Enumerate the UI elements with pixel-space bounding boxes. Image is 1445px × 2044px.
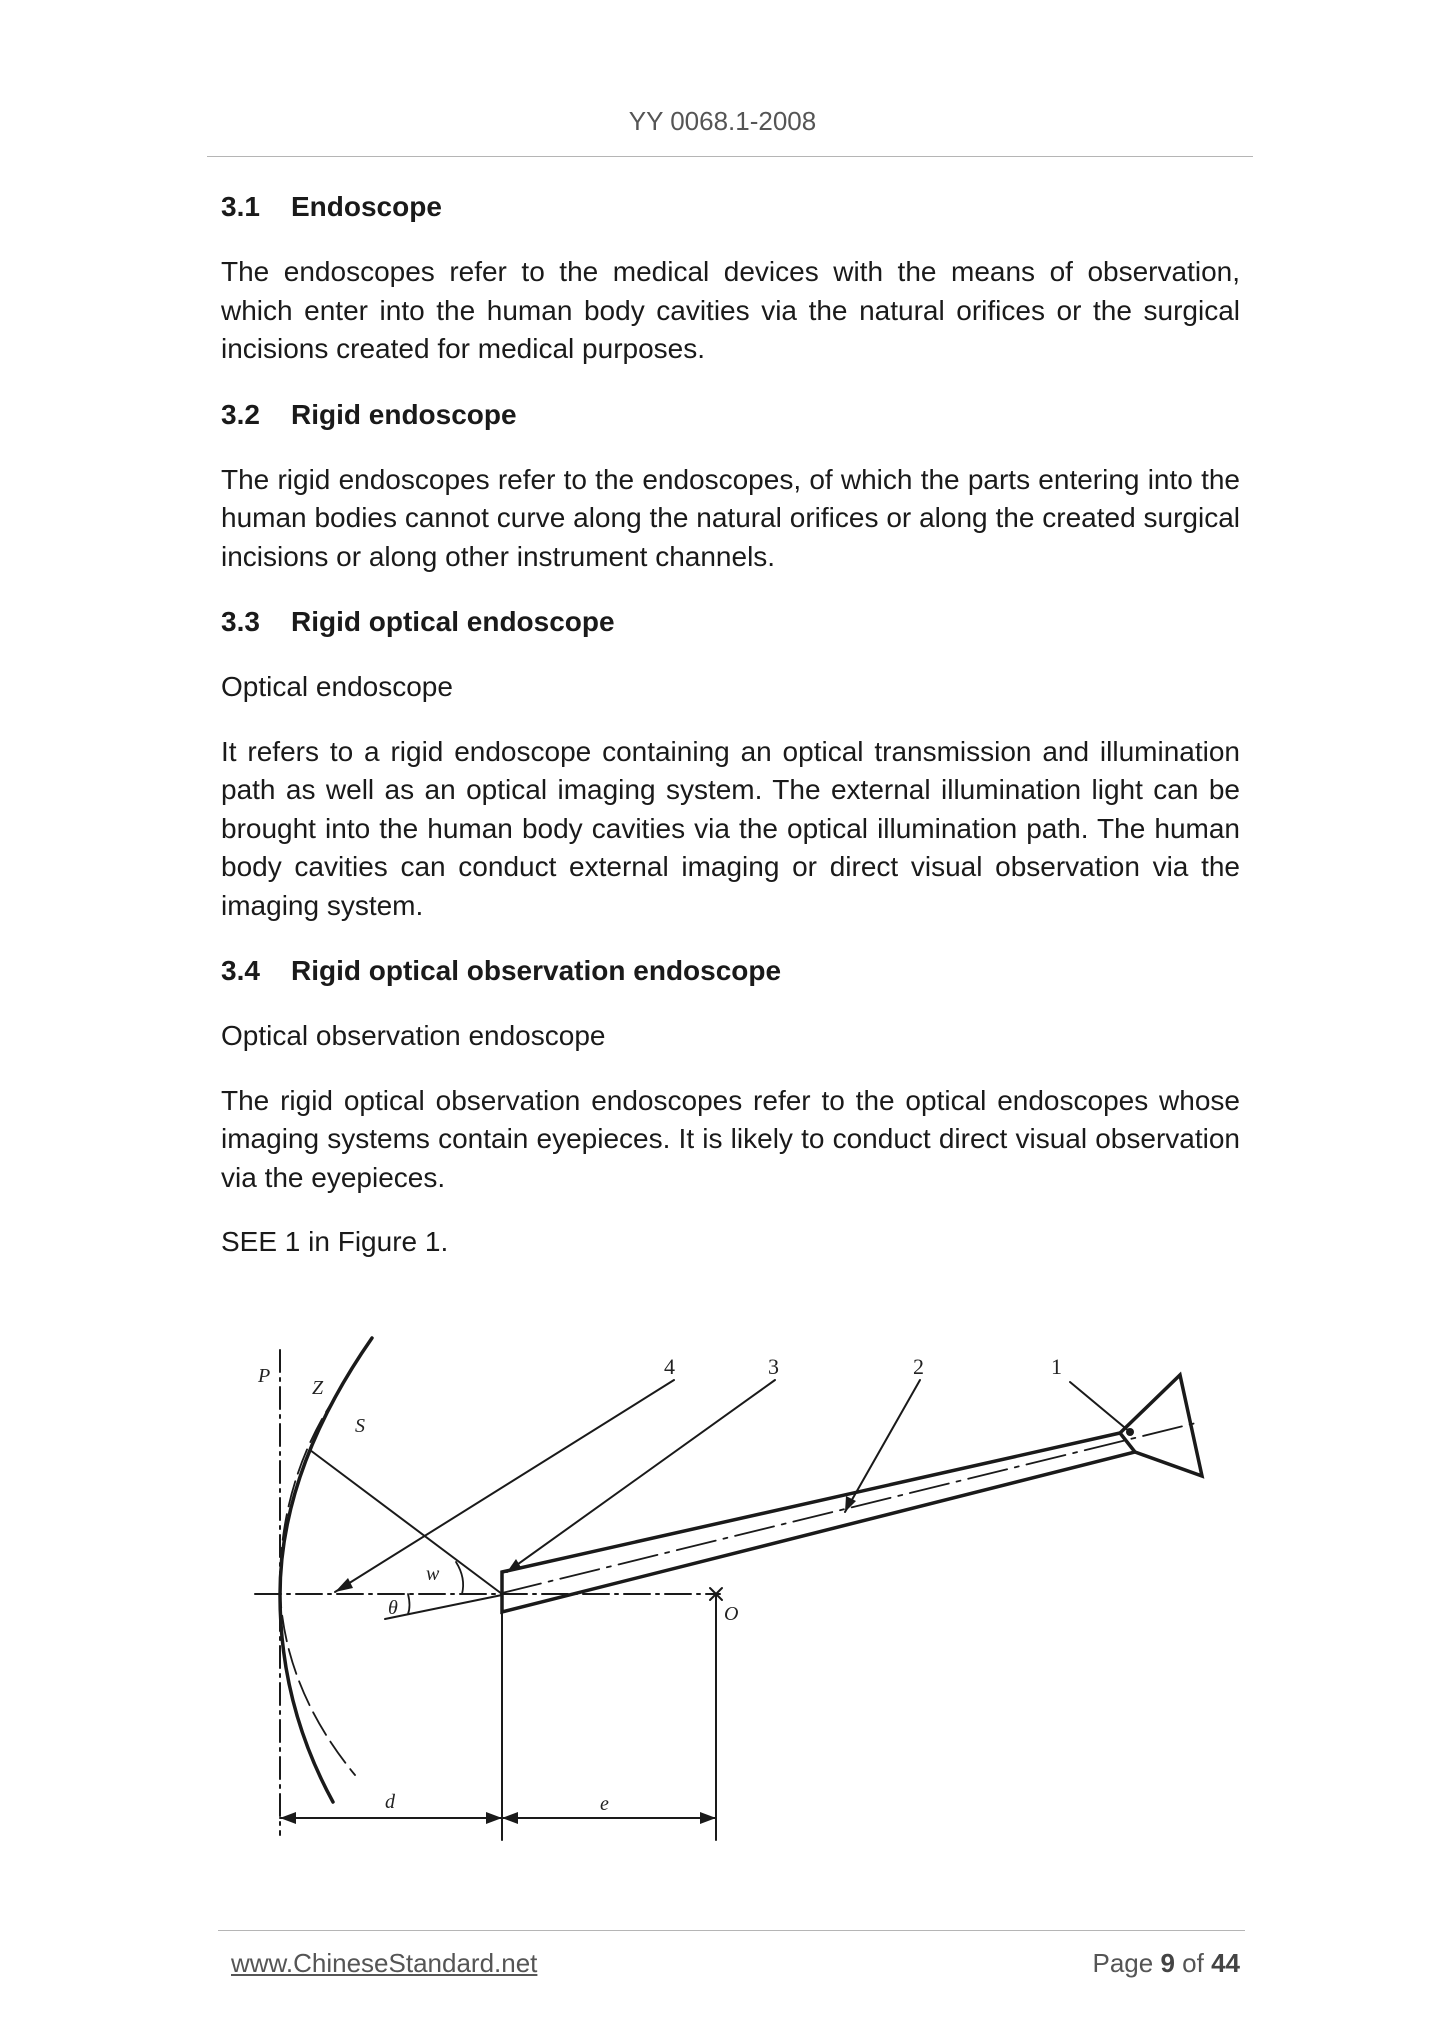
section-title: Rigid optical observation endoscope	[291, 955, 782, 986]
page-of: of	[1182, 1948, 1204, 1978]
page-indicator	[1092, 1948, 1240, 1979]
leader-line-2	[845, 1380, 920, 1512]
footer-divider	[218, 1930, 1245, 1931]
website-link[interactable]: www.ChineseStandard.net	[231, 1948, 538, 1978]
label-theta: θ	[388, 1597, 398, 1619]
dimension-arrow-d-left	[280, 1812, 296, 1824]
section-number: 3.1	[221, 191, 260, 222]
section-heading-3-1	[221, 187, 1240, 227]
callout-2: 2	[913, 1354, 924, 1379]
callout-3: 3	[768, 1354, 779, 1379]
arrowhead-2	[845, 1496, 856, 1512]
leader-dot-1	[1126, 1428, 1134, 1436]
object-surface-arc	[280, 1338, 372, 1802]
section-synonym: Optical observation endoscope	[221, 1020, 606, 1051]
ray-line	[310, 1450, 502, 1594]
section-number: 3.4	[221, 955, 260, 986]
leader-line-1	[1070, 1382, 1130, 1432]
angle-arc-theta	[408, 1594, 410, 1614]
section-synonym: Optical endoscope	[221, 671, 453, 702]
page-current: 9	[1160, 1948, 1175, 1978]
leader-line-4	[335, 1380, 674, 1592]
callout-4: 4	[664, 1354, 675, 1379]
sphere-arc-s	[280, 1390, 355, 1775]
figure-reference: SEE 1 in Figure 1.	[221, 1226, 449, 1257]
arrowhead-3	[507, 1559, 522, 1572]
label-z: Z	[312, 1377, 324, 1399]
section-title: Endoscope	[291, 191, 442, 222]
optical-axis	[502, 1422, 1200, 1593]
section-heading-3-4	[221, 951, 1240, 991]
header-divider	[207, 156, 1253, 157]
callout-1: 1	[1051, 1354, 1062, 1379]
angle-arc-w	[456, 1562, 463, 1594]
section-title: Rigid endoscope	[291, 398, 517, 430]
label-d: d	[385, 1791, 395, 1813]
section-paragraph: The rigid endoscopes refer to the endoscopes, of which the parts entering into the human bodies cannot curve along the natural orifices or along the created surgical incisions or along other instrument channels.	[221, 463, 1240, 572]
document-body	[221, 187, 1240, 1288]
section-heading-3-3	[221, 602, 1240, 642]
section-paragraph: It refers to a rigid endoscope containing an optical transmission and illumination path as well as an optical imaging system. The external illumination light can be brought into the human body cavities via the optical illumination path. The human body cavities can conduct external imaging or direct visual observation via the imaging system.	[221, 735, 1240, 921]
endoscope-shaft	[502, 1433, 1135, 1612]
label-w: w	[426, 1563, 440, 1585]
dimension-arrow-e-right	[700, 1812, 716, 1824]
leader-line-3	[507, 1380, 775, 1572]
endoscope-figure	[240, 1330, 1220, 1850]
label-o: O	[724, 1603, 739, 1625]
page-total: 44	[1211, 1948, 1240, 1978]
dimension-arrow-e-left	[502, 1812, 518, 1824]
theta-line	[385, 1595, 502, 1619]
section-heading-3-2	[221, 395, 1240, 435]
dimension-arrow-d-right	[486, 1812, 502, 1824]
label-p: P	[258, 1365, 271, 1387]
label-s: S	[355, 1415, 365, 1437]
eyepiece	[1120, 1375, 1202, 1476]
section-number: 3.3	[221, 606, 260, 637]
arrowhead-4	[335, 1578, 353, 1592]
section-paragraph: The rigid optical observation endoscopes refer to the optical endoscopes whose imaging systems contain eyepieces. It is likely to conduct direct visual observation via the eyepieces.	[221, 1084, 1240, 1193]
section-paragraph: The endoscopes refer to the medical devices with the means of observation, which enter into the human body cavities via the natural orifices or the surgical incisions created for medical purposes.	[221, 256, 1240, 364]
section-number: 3.2	[221, 398, 260, 430]
page-prefix: Page	[1092, 1948, 1154, 1978]
section-title: Rigid optical endoscope	[291, 606, 615, 637]
document-code: YY 0068.1-2008	[628, 106, 817, 136]
label-e: e	[600, 1793, 609, 1815]
